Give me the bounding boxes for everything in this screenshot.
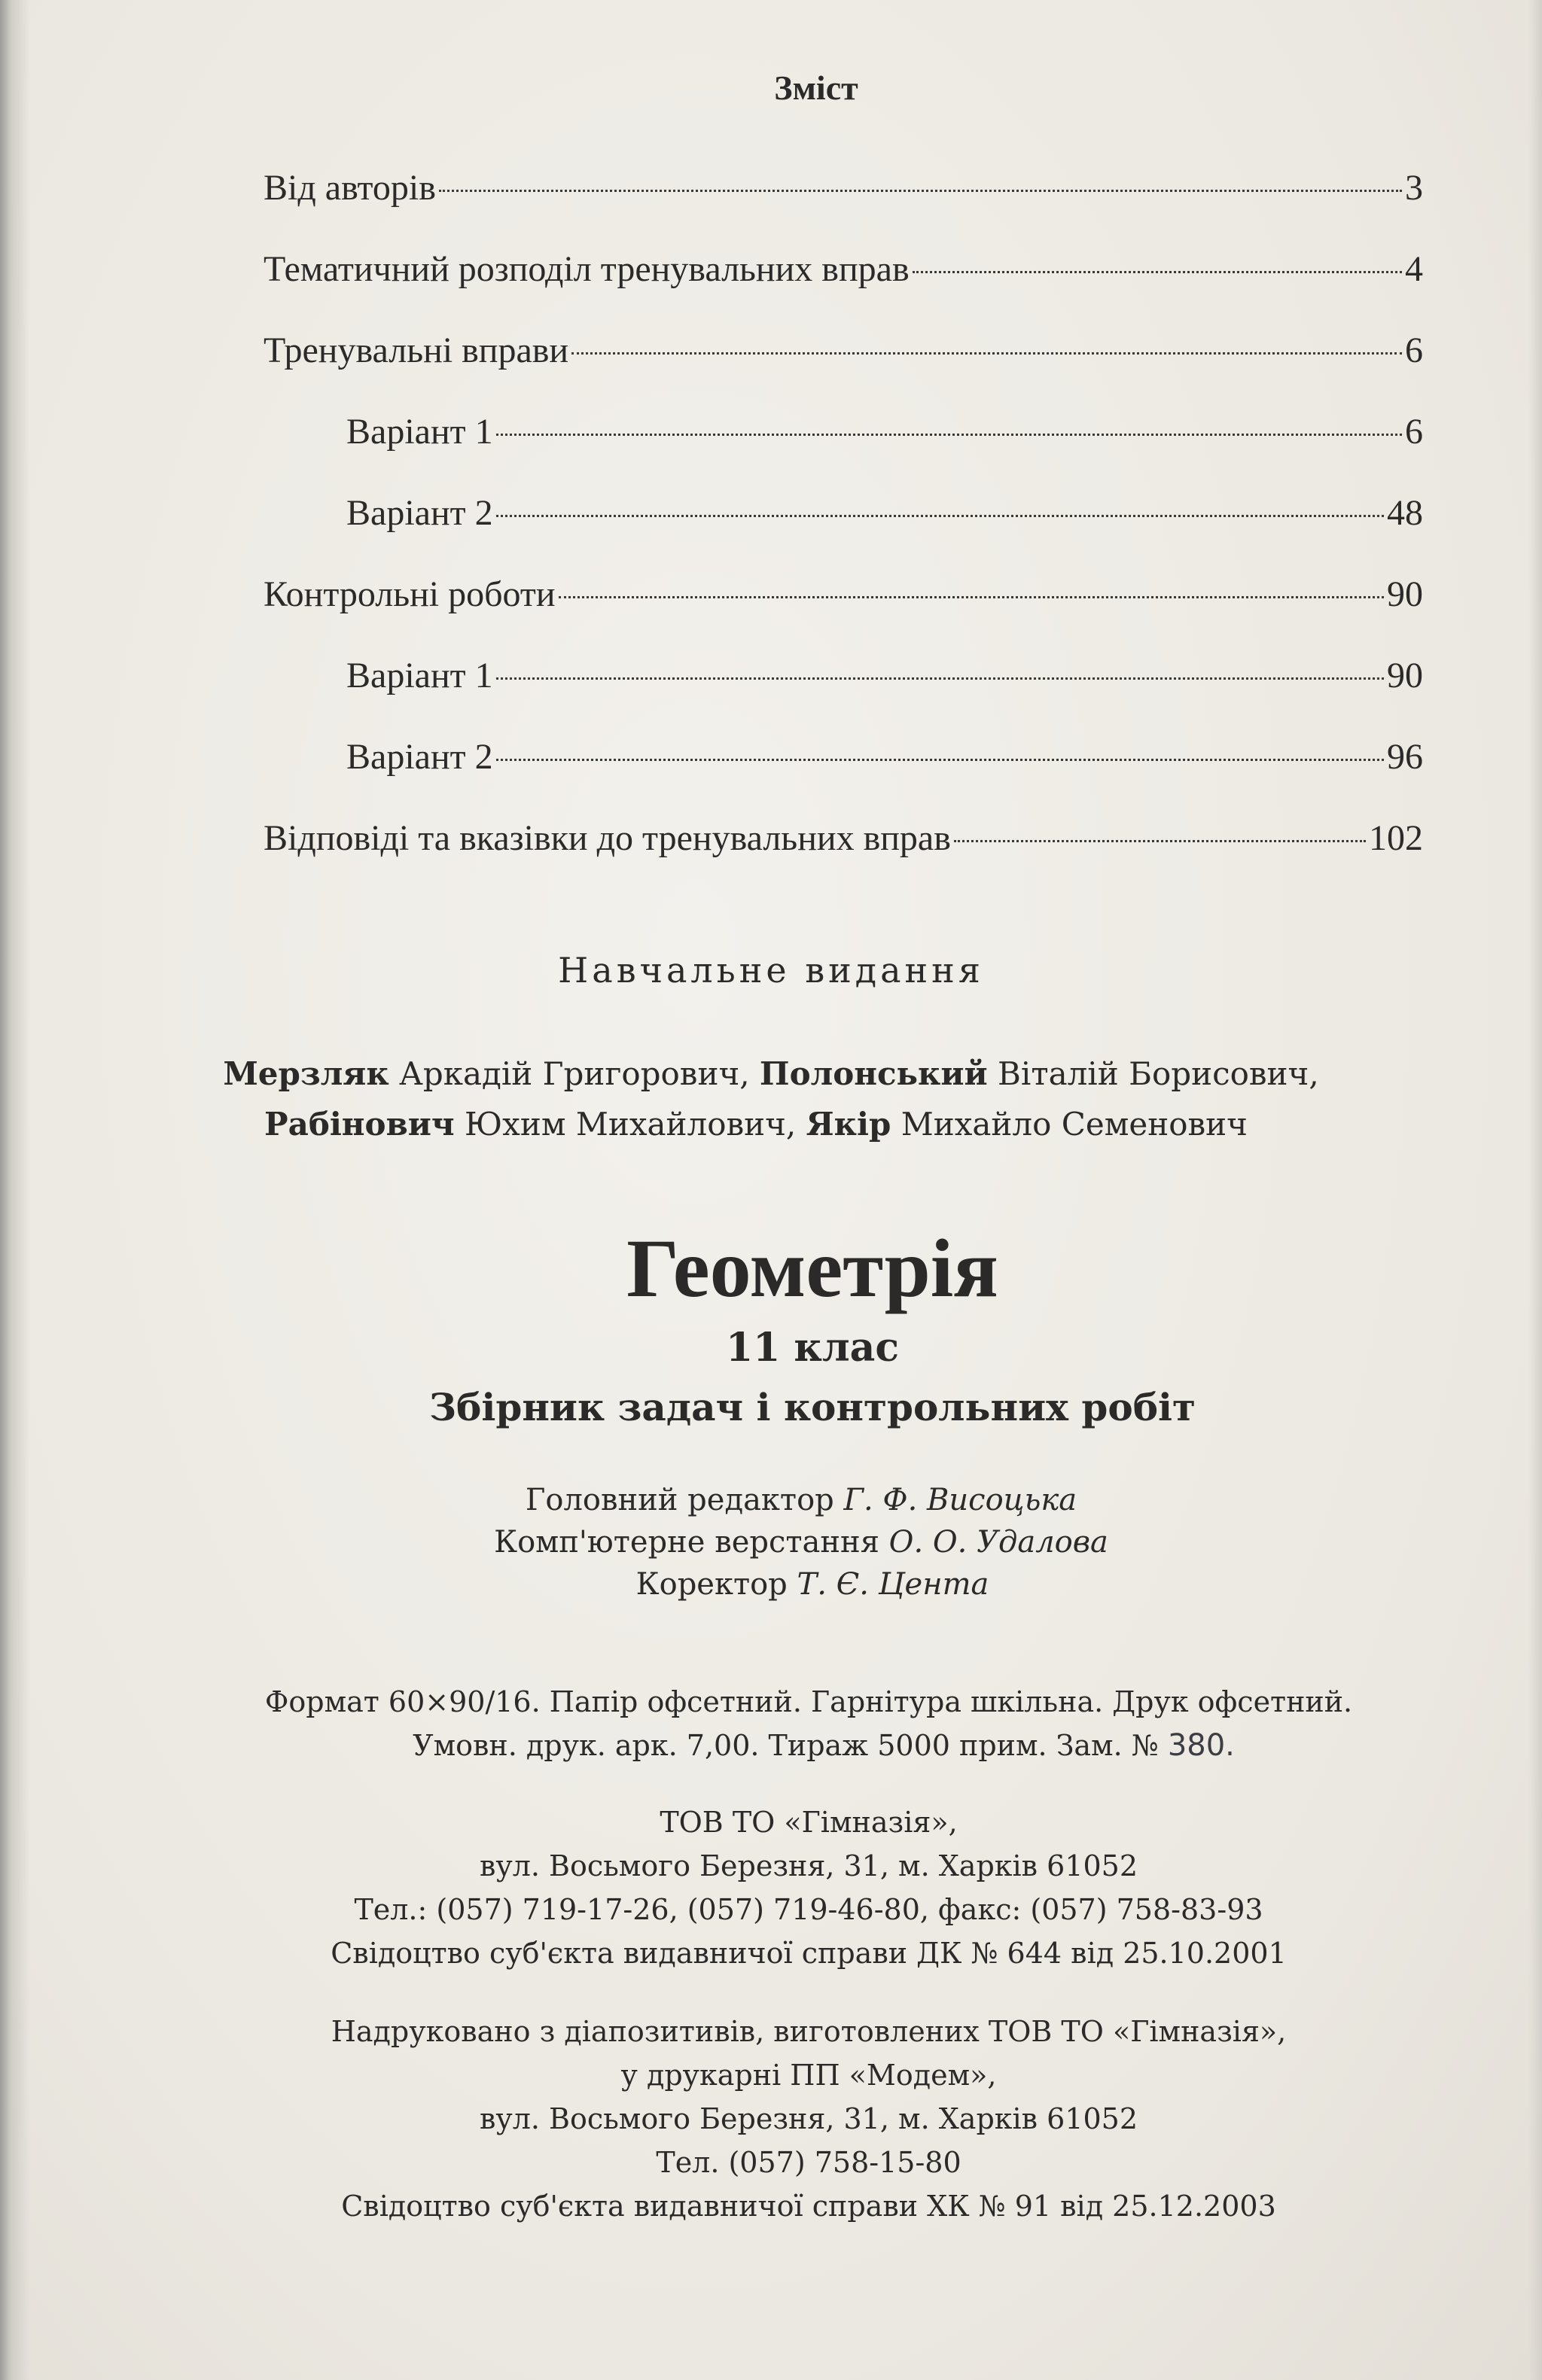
toc-item-label: Тренувальні вправи bbox=[264, 330, 569, 370]
credit-person: Г. Ф. Висоцька bbox=[843, 1483, 1077, 1517]
toc-item-page: 90 bbox=[1387, 574, 1423, 614]
edition-type: Навчальне видання bbox=[558, 950, 984, 991]
author-surname: Якір bbox=[806, 1106, 891, 1143]
author-name: Аркадій Григорович, bbox=[399, 1055, 750, 1092]
toc-item-page: 6 bbox=[1405, 412, 1423, 452]
toc-item[interactable] bbox=[264, 328, 1423, 409]
credit-person: О. О. Удалова bbox=[888, 1525, 1108, 1560]
credit-role: Коректор bbox=[635, 1567, 788, 1602]
publisher-line: ТОВ ТО «Гімназія», bbox=[660, 1806, 958, 1839]
toc-item[interactable] bbox=[264, 816, 1423, 897]
toc-subitem[interactable] bbox=[264, 735, 1423, 816]
credit-editor bbox=[60, 1483, 1542, 1517]
credit-layout bbox=[60, 1525, 1542, 1560]
credit-role: Комп'ютерне верстання bbox=[494, 1525, 879, 1560]
toc-item-page: 48 bbox=[1387, 493, 1423, 533]
toc-item-label: Варіант 1 bbox=[346, 412, 493, 452]
publisher-line: Тел.: (057) 719-17-26, (057) 719-46-80, факс: (057) 758-83-93 bbox=[354, 1893, 1263, 1926]
toc-leader-dots bbox=[496, 759, 1384, 761]
toc-item-page: 4 bbox=[1405, 249, 1423, 289]
author-name: Віталій Борисович, bbox=[998, 1055, 1319, 1092]
toc-leader-dots bbox=[913, 271, 1402, 273]
toc-item[interactable] bbox=[264, 247, 1423, 328]
toc-subitem[interactable] bbox=[264, 491, 1423, 572]
printer-line: Тел. (057) 758-15-80 bbox=[656, 2146, 961, 2179]
toc-leader-dots bbox=[571, 352, 1402, 355]
toc-leader-dots bbox=[439, 190, 1402, 192]
printer-line: вул. Восьмого Березня, 31, м. Харків 61052 bbox=[479, 2102, 1138, 2135]
order-number-handwritten: 380. bbox=[1167, 1728, 1235, 1763]
author-surname: Полонський bbox=[759, 1055, 988, 1092]
toc-item[interactable] bbox=[264, 166, 1423, 247]
authors-line-1 bbox=[0, 1050, 1542, 1098]
toc-item-label: Варіант 2 bbox=[346, 493, 493, 533]
toc-item-page: 90 bbox=[1387, 656, 1423, 695]
toc-item-page: 96 bbox=[1387, 737, 1423, 777]
toc-item[interactable] bbox=[264, 572, 1423, 653]
toc-leader-dots bbox=[496, 434, 1402, 436]
toc-item-page: 102 bbox=[1369, 818, 1423, 858]
toc-item-label: Тематичний розподіл тренувальних вправ bbox=[264, 249, 910, 289]
toc-leader-dots bbox=[954, 840, 1366, 842]
printer-line: Надруковано з діапозитивів, виготовлених ТОВ ТО «Гімназія», bbox=[331, 2015, 1287, 2048]
toc-leader-dots bbox=[559, 596, 1384, 598]
toc-item-label: Від авторів bbox=[264, 168, 436, 208]
publisher-line: вул. Восьмого Березня, 31, м. Харків 61052 bbox=[479, 1849, 1138, 1882]
printer-line: у друкарні ПП «Модем», bbox=[620, 2059, 997, 2092]
format-line-1: Формат 60×90/16. Папір офсетний. Гарнітура шкільна. Друк офсетний. bbox=[264, 1685, 1353, 1718]
toc-leader-dots bbox=[496, 515, 1384, 517]
publisher-line: Свідоцтво суб'єкта видавничої справи ДК № 644 від 25.10.2001 bbox=[331, 1937, 1287, 1970]
authors-line-2 bbox=[0, 1100, 1527, 1149]
toc-item-page: 3 bbox=[1405, 168, 1423, 208]
author-name: Михайло Семенович bbox=[901, 1106, 1248, 1143]
book-subtitle: Збірник задач і контрольних робіт bbox=[428, 1385, 1196, 1429]
toc-item-label: Варіант 1 bbox=[346, 656, 493, 695]
printer-line: Свідоцтво суб'єкта видавничої справи ХК № 91 від 25.12.2003 bbox=[341, 2190, 1276, 2223]
toc-item-page: 6 bbox=[1405, 330, 1423, 370]
page-edge-shadow bbox=[0, 0, 30, 2380]
credit-proofreader bbox=[83, 1567, 1542, 1602]
toc-item-label: Варіант 2 bbox=[346, 737, 493, 777]
author-surname: Мерзляк bbox=[223, 1055, 389, 1092]
toc-subitem[interactable] bbox=[264, 409, 1423, 491]
author-surname: Рабінович bbox=[264, 1106, 455, 1143]
toc-leader-dots bbox=[496, 677, 1384, 680]
book-grade: 11 клас bbox=[725, 1325, 900, 1371]
format-line-2 bbox=[105, 1724, 1542, 1767]
credit-person: Т. Є. Цента bbox=[797, 1567, 989, 1602]
format-details: Умовн. друк. арк. 7,00. Тираж 5000 прим. Зам. № bbox=[413, 1729, 1159, 1762]
toc-item-label: Відповіді та вказівки до тренувальних вправ bbox=[264, 818, 951, 858]
toc-subitem[interactable] bbox=[264, 653, 1423, 735]
toc-item-label: Контрольні роботи bbox=[264, 574, 556, 614]
author-name: Юхим Михайлович, bbox=[465, 1106, 797, 1143]
book-title: Геометрія bbox=[626, 1222, 998, 1314]
table-of-contents bbox=[264, 166, 1423, 897]
toc-title: Зміст bbox=[774, 68, 858, 107]
credit-role: Головний редактор bbox=[525, 1483, 834, 1517]
